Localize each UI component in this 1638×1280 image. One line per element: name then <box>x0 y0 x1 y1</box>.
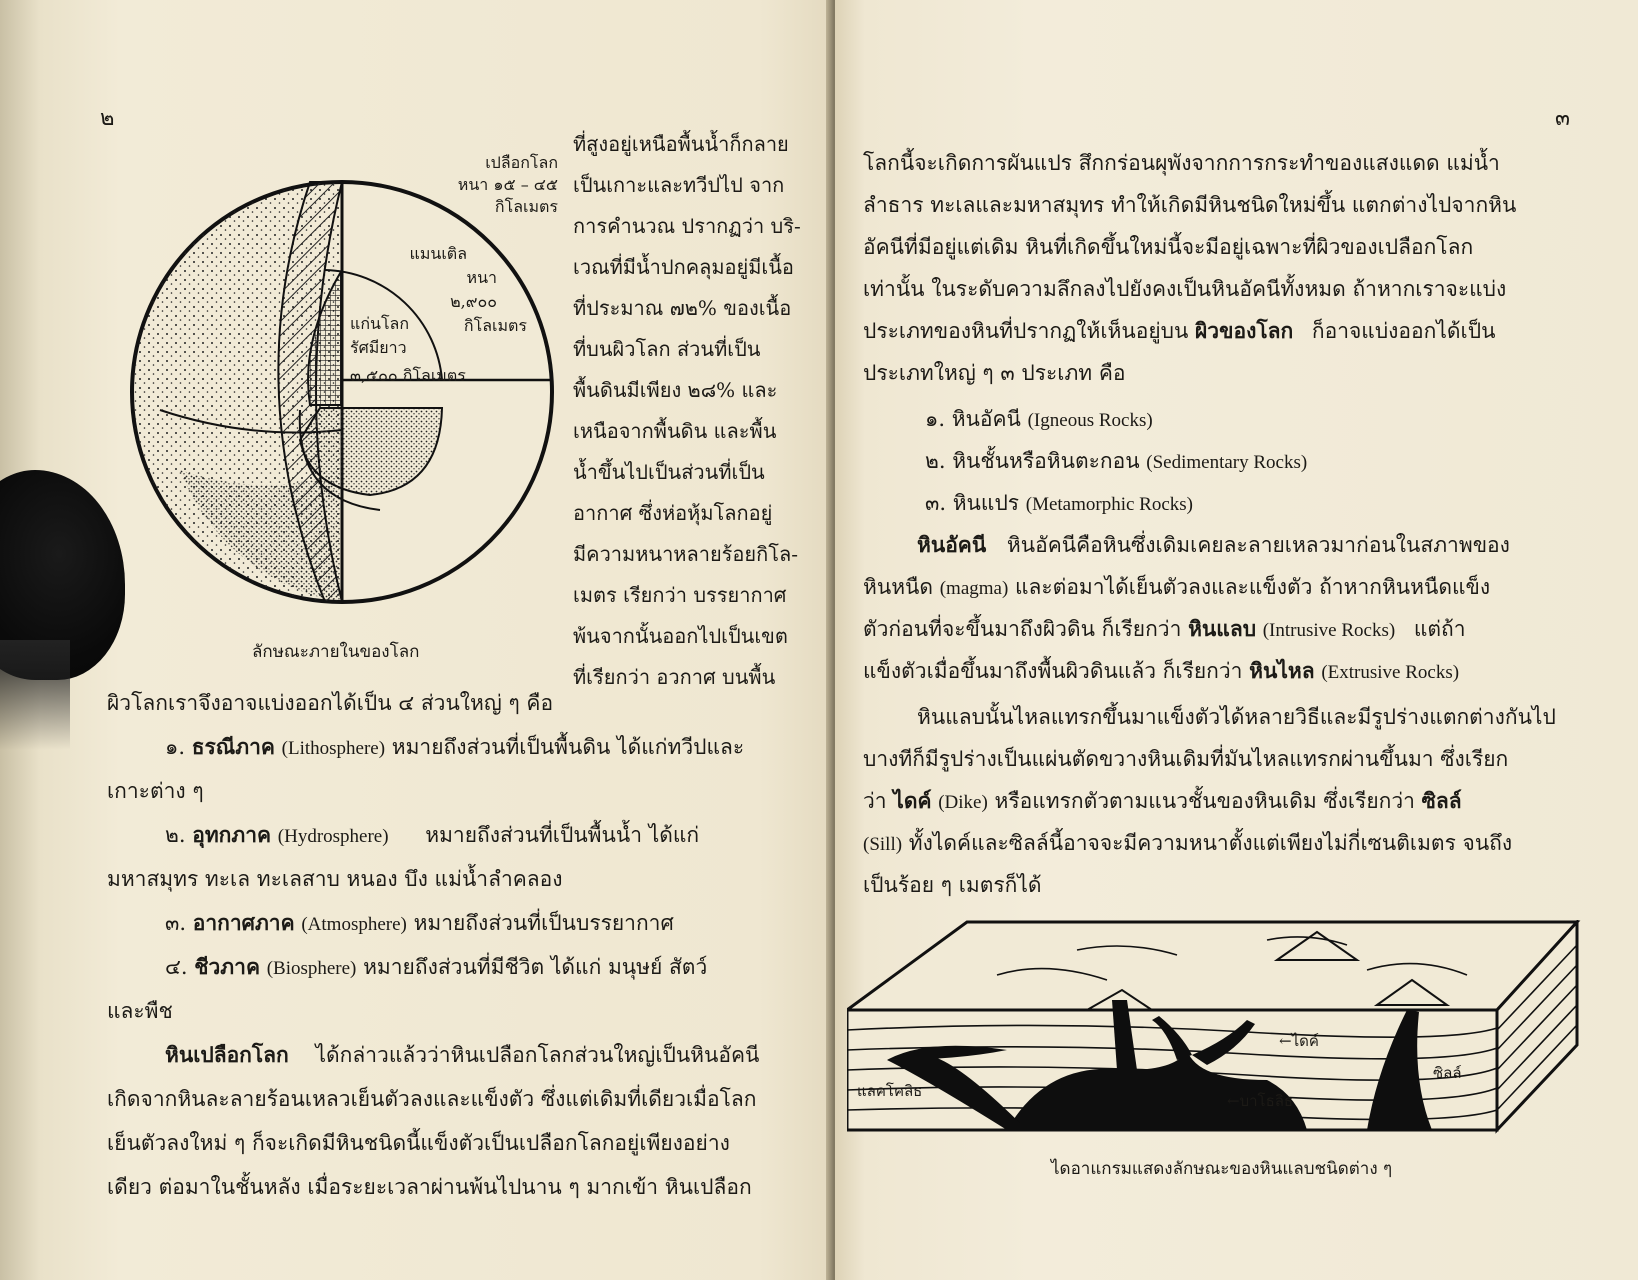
side-column-text <box>573 124 823 698</box>
sill-label: ซิลล์ <box>1433 1064 1462 1082</box>
para-line: เท่านั้น ในระดับความลึกลงไปยังคงเป็นหินอัคนีทั้งหมด ถ้าหากเราจะแบ่ง <box>863 277 1507 301</box>
earth-interior-diagram <box>120 170 560 620</box>
side-line: มีความหนาหลายร้อยกิโล- <box>573 542 799 566</box>
rock-type-item: ๒. หินชั้นหรือหินตะกอน (Sedimentary Rocks) <box>925 449 1308 473</box>
intrusive-line: หินแลบนั้นไหลแทรกขึ้นมาแข็งตัวได้หลายวิธีและมีรูปร่างแตกต่างกันไป <box>917 705 1556 729</box>
side-line: พ้นจากนั้นออกไปเป็นเขต <box>573 624 788 648</box>
crust-section-line: หินเปลือกโลก ได้กล่าวแล้วว่าหินเปลือกโลกส่วนใหญ่เป็นหินอัคนี <box>165 1042 760 1067</box>
rock-type-item: ๑. หินอัคนี (Igneous Rocks) <box>925 407 1153 431</box>
section-heading: หินเปลือกโลก <box>165 1042 289 1067</box>
crust-section-line: เกิดจากหินละลายร้อนเหลวเย็นตัวลงและแข็งตัว ซึ่งแต่เดิมที่เดียวเมื่อโลก <box>107 1087 757 1111</box>
igneous-line: ตัวก่อนที่จะขึ้นมาถึงผิวดิน ก็เรียกว่า หินแลบ (Intrusive Rocks) แต่ถ้า <box>863 616 1466 641</box>
side-line: เป็นเกาะและทวีปไป จาก <box>573 173 785 197</box>
para-line: โลกนี้จะเกิดการผันแปร สึกกร่อนผุพังจากการกระทำของแสงแดด แม่น้ำ <box>863 151 1500 175</box>
list-item-continuation: เกาะต่าง ๆ <box>107 779 204 803</box>
para-line: ประเภทใหญ่ ๆ ๓ ประเภท คือ <box>863 361 1126 385</box>
side-line: น้ำขึ้นไปเป็นส่วนที่เป็น <box>573 460 765 484</box>
page-number: ๓ <box>1555 106 1571 131</box>
laccolith-label: แลคโคลิธ <box>857 1082 923 1100</box>
side-line: พื้นดินมีเพียง ๒๘% และ <box>573 378 778 402</box>
list-item: ๓. อากาศภาค (Atmosphere) หมายถึงส่วนที่เป็นบรรยากาศ <box>165 910 674 935</box>
page-number: ๒ <box>100 106 115 131</box>
side-line: เมตร เรียกว่า บรรยากาศ <box>573 583 787 607</box>
emphasis: ผิวของโลก <box>1195 318 1294 343</box>
block-diagram-caption: ไดอาแกรมแสดงลักษณะของหินแลบชนิดต่าง ๆ <box>1051 1159 1393 1179</box>
side-line: อากาศ ซึ่งห่อหุ้มโลกอยู่ <box>573 501 773 525</box>
intrusive-line: ว่า ไดค์ (Dike) หรือแทรกตัวตามแนวชั้นของหินเดิม ซึ่งเรียกว่า ซิลล์ <box>863 788 1462 813</box>
side-line: ที่สูงอยู่เหนือพื้นน้ำก็กลาย <box>573 132 789 156</box>
crust-label: เปลือกโลก หนา ๑๕ – ๔๕ กิโลเมตร <box>457 153 558 216</box>
rock-type-item: ๓. หินแปร (Metamorphic Rocks) <box>925 491 1194 515</box>
side-line: ที่ประมาณ ๗๒% ของเนื้อ <box>573 296 792 320</box>
list-item-continuation: และพืช <box>107 999 173 1023</box>
intro-line: ผิวโลกเราจึงอาจแบ่งออกได้เป็น ๔ ส่วนใหญ่ ๆ คือ <box>107 691 554 715</box>
para-line: อัคนีที่มีอยู่แต่เดิม หินที่เกิดขึ้นใหม่นี้จะมีอยู่เฉพาะที่ผิวของเปลือกโลก <box>863 235 1474 259</box>
dike-label: ←ไดค์ <box>1279 1032 1319 1050</box>
list-item: ๔. ชีวภาค (Biosphere) หมายถึงส่วนที่มีชีวิต ได้แก่ มนุษย์ สัตว์ <box>165 954 708 979</box>
crust-section-line: เดียว ต่อมาในชั้นหลัง เมื่อระยะเวลาผ่านพ้นไปนาน ๆ มากเข้า หินเปลือก <box>107 1175 752 1199</box>
side-line: การคำนวณ ปรากฏว่า บริ- <box>573 214 801 238</box>
intrusive-line: บางทีก็มีรูปร่างเป็นแผ่นตัดขวางหินเดิมที่มันไหลแทรกผ่านขึ้นมา ซึ่งเรียก <box>863 747 1509 771</box>
igneous-line: แข็งตัวเมื่อขึ้นมาถึงพื้นผิวดินแล้ว ก็เรียกว่า หินไหล (Extrusive Rocks) <box>863 658 1460 683</box>
right-page <box>835 0 1638 1280</box>
list-item: ๑. ธรณีภาค (Lithosphere) หมายถึงส่วนที่เป็นพื้นดิน ได้แก่ทวีปและ <box>165 734 745 759</box>
para-line: ประเภทของหินที่ปรากฏให้เห็นอยู่บน ผิวของโลก ก็อาจแบ่งออกได้เป็น <box>863 318 1496 343</box>
crust-section-line: เย็นตัวลงใหม่ ๆ ก็จะเกิดมีหินชนิดนี้แข็งตัวเป็นเปลือกโลกอยู่เพียงอย่าง <box>107 1131 730 1155</box>
para-line: ลำธาร ทะเลและมหาสมุทร ทำให้เกิดมีหินชนิดใหม่ขึ้น แตกต่างไปจากหิน <box>863 193 1517 217</box>
list-item: ๒. อุทกภาค (Hydrosphere) หมายถึงส่วนที่เป็นพื้นน้ำ ได้แก่ <box>165 822 700 847</box>
side-line: เหนือจากพื้นดิน และพื้น <box>573 419 777 443</box>
side-line: ที่เรียกว่า อวกาศ บนพื้น <box>573 665 776 689</box>
intrusive-line: เป็นร้อย ๆ เมตรก็ได้ <box>863 873 1042 897</box>
igneous-line: หินหนืด (magma) และต่อมาได้เย็นตัวลงและแข็งตัว ถ้าหากหินหนืดแข็ง <box>863 575 1491 599</box>
side-line: เวณที่มีน้ำปกคลุมอยู่มีเนื้อ <box>573 255 794 279</box>
intrusive-line: (Sill) ทั้งไดค์และซิลล์นี้อาจจะมีความหนาตั้งแต่เพียงไม่กี่เซนติเมตร จนถึง <box>863 831 1513 855</box>
thumb-shadow <box>0 640 70 750</box>
diagram-caption: ลักษณะภายในของโลก <box>252 642 420 662</box>
list-item-continuation: มหาสมุทร ทะเล ทะเลสาบ หนอง บึง แม่น้ำลำคลอง <box>107 867 563 891</box>
igneous-line: หินอัคนี หินอัคนีคือหินซึ่งเดิมเคยละลายเหลวมาก่อนในสภาพของ <box>917 532 1510 557</box>
section-heading: หินอัคนี <box>917 532 987 557</box>
side-line: ที่บนผิวโลก ส่วนที่เป็น <box>573 337 761 361</box>
core-label: แก่นโลก รัศมียาว ๓,๕๐๐ กิโลเมตร <box>350 314 466 385</box>
mantle-label: แมนเติล หนา ๒,๙๐๐ กิโลเมตร <box>409 244 527 335</box>
batholith-label: ←บาโธลิธ <box>1227 1092 1294 1110</box>
